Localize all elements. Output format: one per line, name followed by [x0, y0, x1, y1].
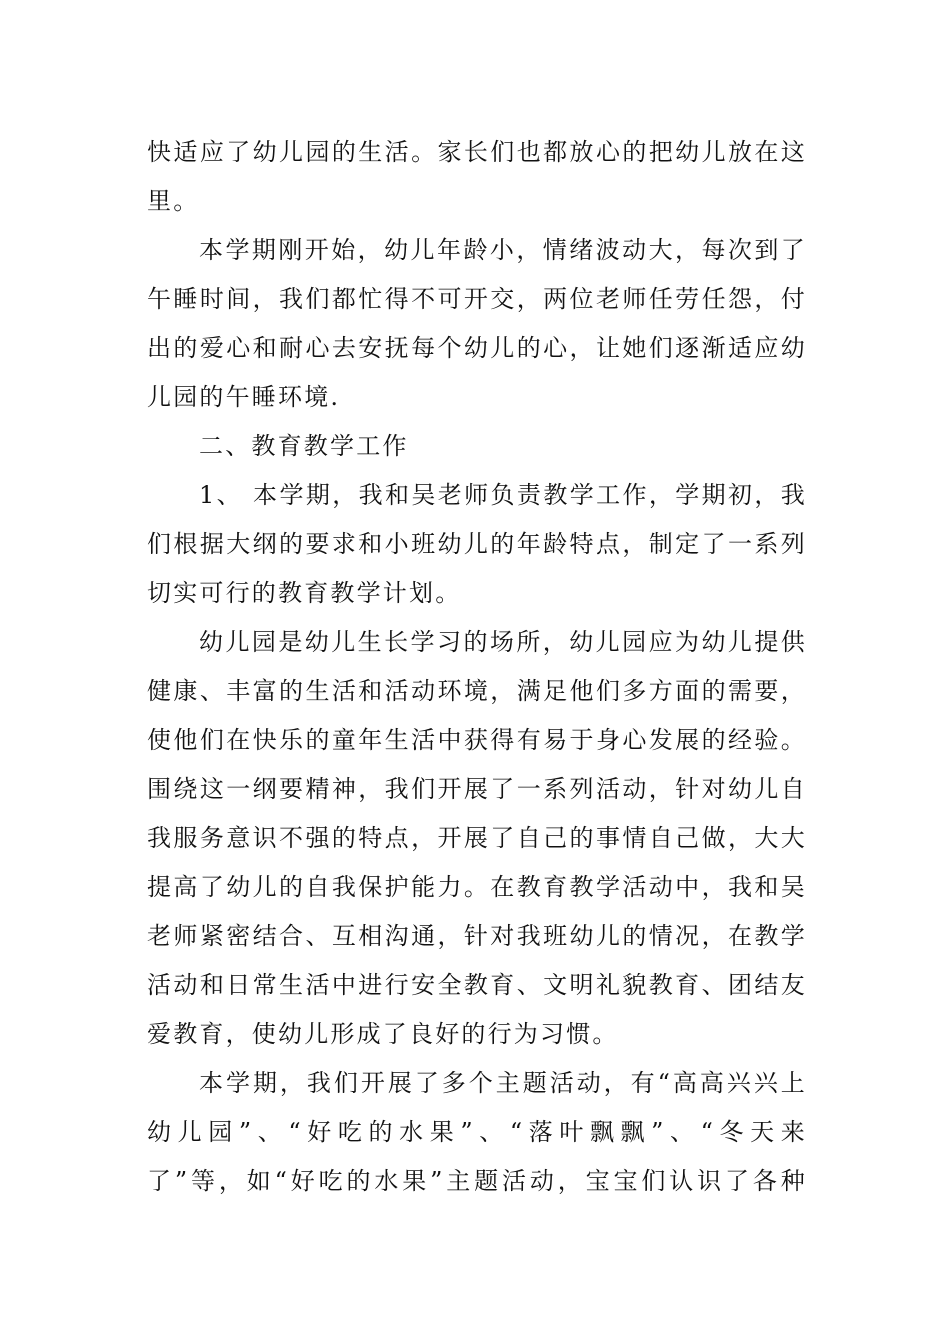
- text-line-1: 快适应了幼儿园的生活。家长们也都放心的把幼儿放在这: [147, 138, 807, 166]
- text-line-3: 本学期刚开始，幼儿年龄小，情绪波动大，每次到了: [199, 236, 807, 264]
- text-line-16: 提高了幼儿的自我保护能力。在教育教学活动中，我和吴: [147, 873, 807, 901]
- text-line-11: 幼儿园是幼儿生长学习的场所，幼儿园应为幼儿提供: [199, 628, 807, 656]
- text-line-20: 本学期，我们开展了多个主题活动，有“高高兴兴上: [199, 1069, 807, 1097]
- text-line-2: 里。: [147, 187, 200, 215]
- text-line-14: 围绕这一纲要精神，我们开展了一系列活动，针对幼儿自: [147, 775, 807, 803]
- text-line-12: 健康、丰富的生活和活动环境，满足他们多方面的需要，: [147, 677, 807, 705]
- document-body: [147, 128, 807, 1206]
- section-heading: 二、教育教学工作: [199, 432, 409, 460]
- text-line-4: 午睡时间，我们都忙得不可开交，两位老师任劳任怨，付: [147, 285, 807, 313]
- text-line-17: 老师紧密结合、互相沟通，针对我班幼儿的情况，在教学: [147, 922, 807, 950]
- text-line-21: 幼儿园”、“好吃的水果”、“落叶飘飘”、“冬天来: [147, 1118, 807, 1146]
- text-line-6: 儿园的午睡环境.: [147, 383, 341, 411]
- text-line-22: 了”等，如“好吃的水果”主题活动，宝宝们认识了各种: [147, 1167, 807, 1195]
- text-line-15: 我服务意识不强的特点，开展了自己的事情自己做，大大: [147, 824, 807, 852]
- text-line-19: 爱教育，使幼儿形成了良好的行为习惯。: [147, 1020, 619, 1048]
- text-line-13: 使他们在快乐的童年生活中获得有易于身心发展的经验。: [147, 726, 807, 754]
- text-line-5: 出的爱心和耐心去安抚每个幼儿的心，让她们逐渐适应幼: [147, 334, 807, 362]
- text-line-10: 切实可行的教育教学计划。: [147, 579, 462, 607]
- text-line-8: 1、 本学期，我和吴老师负责教学工作，学期初，我: [199, 481, 807, 509]
- text-line-9: 们根据大纲的要求和小班幼儿的年龄特点，制定了一系列: [147, 530, 807, 558]
- text-line-18: 活动和日常生活中进行安全教育、文明礼貌教育、团结友: [147, 971, 807, 999]
